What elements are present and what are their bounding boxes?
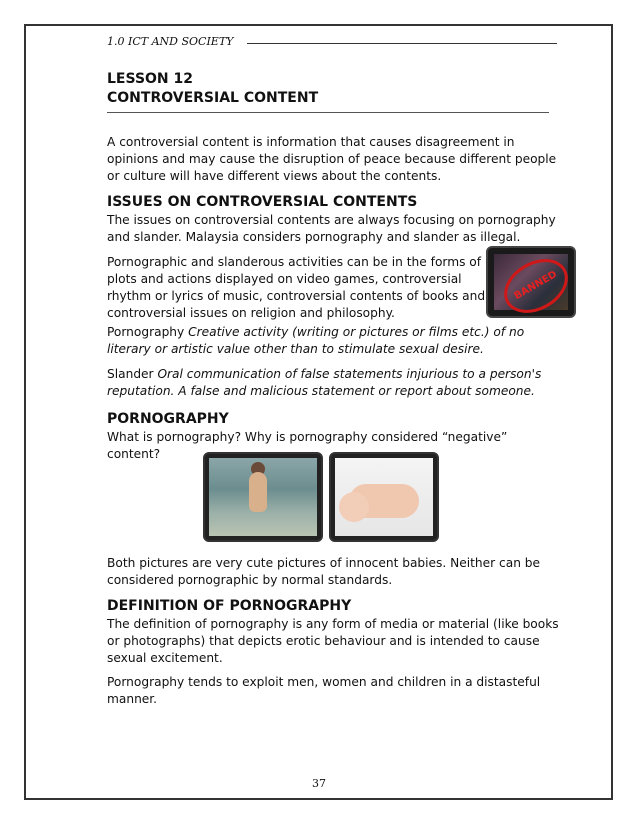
title-rule — [107, 112, 549, 113]
header-rule — [247, 43, 557, 44]
child-figure — [249, 472, 267, 512]
pornography-heading: PORNOGRAPHY — [107, 411, 229, 427]
banned-stamp: BANNED — [495, 248, 576, 318]
forms-line: rhythm or lyrics of music, controversial contents of books and — [107, 289, 486, 303]
definition-paragraph: The definition of pornography is any form of media or material (like books or photographs) that depicts erotic behaviour and is intended to cause sexual excitement. — [107, 617, 559, 665]
exploit-paragraph: Pornography tends to exploit men, women and children in a distasteful manner. — [107, 675, 541, 706]
pornography-meaning: Creative activity (writing or pictures or films etc.) of no literary or artistic value other than to stimulate sexual desire. — [107, 325, 525, 356]
slander-definition — [107, 366, 562, 400]
pornography-term: Pornography — [107, 325, 185, 339]
definition-heading: DEFINITION OF PORNOGRAPHY — [107, 598, 352, 614]
pornography-question: What is pornography? Why is pornography considered “negative” content? — [107, 430, 508, 461]
issues-heading: ISSUES ON CONTROVERSIAL CONTENTS — [107, 194, 418, 210]
page-number: 37 — [312, 777, 326, 790]
running-header: 1.0 ICT AND SOCIETY — [107, 35, 234, 48]
video-game-image — [486, 246, 576, 318]
lesson-number: LESSON 12 — [107, 71, 193, 87]
forms-paragraph — [107, 254, 487, 322]
baby-head — [339, 492, 369, 522]
baby-image — [329, 452, 439, 542]
pornography-definition — [107, 324, 562, 358]
intro-paragraph: A controversial content is information that causes disagreement in opinions and may cause the disruption of peace because different people or culture will have different views about the contents. — [107, 135, 557, 183]
pictures-caption: Both pictures are very cute pictures of innocent babies. Neither can be considered pornographic by normal standards. — [107, 556, 541, 587]
issues-paragraph: The issues on controversial contents are always focusing on pornography and slander. Malaysia considers pornography and slander as illegal. — [107, 213, 556, 244]
forms-line: plots and actions displayed on video games, controversial — [107, 272, 462, 286]
slander-meaning: Oral communication of false statements injurious to a person's reputation. A false and malicious statement or report about someone. — [107, 367, 542, 398]
child-in-water-image — [203, 452, 323, 542]
lesson-title: CONTROVERSIAL CONTENT — [107, 90, 319, 106]
lesson-heading — [107, 70, 318, 108]
slander-term: Slander — [107, 367, 154, 381]
forms-line: Pornographic and slanderous activities can be in the forms of — [107, 255, 482, 269]
forms-line: controversial issues on religion and philosophy. — [107, 306, 395, 320]
